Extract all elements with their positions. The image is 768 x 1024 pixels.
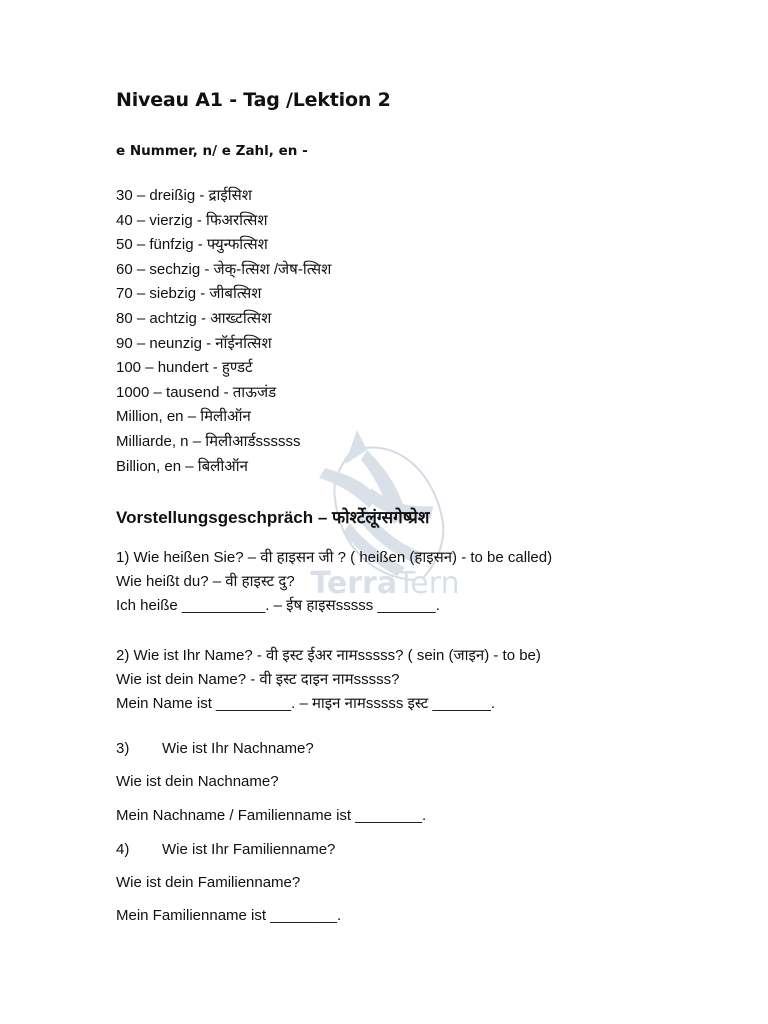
list-item: 50 – fünfzig - फ्युन्फत्सिश [116,236,268,254]
q4-line2: Wie ist dein Familienname? [116,874,301,891]
q2-line1: 2) Wie ist Ihr Name? - वी इस्ट ईअर नामsssss? ( sein (जाइन) - to be) [116,647,541,664]
list-item: 1000 – tausend - ताऊजंड [116,383,277,401]
q4-number: 4) [116,841,130,858]
page-title: Niveau A1 - Tag /Lektion 2 [116,89,391,111]
q4-line1 [116,840,335,860]
q1-line2: Wie heißt du? – वी हाइस्ट दु? [116,573,295,590]
q3-line2: Wie ist dein Nachname? [116,773,279,790]
q1-line3: Ich heiße __________. – ईष हाइसsssss _______. [116,597,440,614]
q3-line3: Mein Nachname / Familienname ist ________. [116,807,427,824]
list-item: 80 – achtzig - आख्टत्सिश [116,309,272,327]
q4-question: Wie ist Ihr Familienname? [162,841,336,858]
q3-number: 3) [116,740,130,757]
list-item: 90 – neunzig - नॉईनत्सिश [116,334,272,352]
q3-line1 [116,739,314,759]
watermark-text-light: Tern [397,566,460,601]
list-item: Milliarde, n – मिलीआर्डssssss [116,432,301,450]
list-item: 70 – siebzig - जीबत्सिश [116,285,262,303]
numbers-list [116,184,331,479]
list-item: Billion, en – बिलीऑन [116,457,248,475]
q1-line1: 1) Wie heißen Sie? – वी हाइसन जी ? ( heißen (हाइसन) - to be called) [116,549,553,566]
list-item: 30 – dreißig - द्राईसिश [116,187,252,204]
document-page [116,0,736,1024]
q2-line2: Wie ist dein Name? - वी इस्ट दाइन नामsssss? [116,671,400,688]
numbers-subtitle: e Nummer, n/ e Zahl, en - [116,143,308,159]
watermark-text-bold: Terra [310,566,398,601]
q2-line3: Mein Name ist _________. – माइन नामsssss इस्ट _______. [116,695,496,712]
list-item: Million, en – मिलीऑन [116,408,251,426]
list-item: 60 – sechzig - जेक्-त्सिश /जेष-त्सिश [116,260,332,278]
list-item: 100 – hundert - हुण्डर्ट [116,359,253,377]
q4-line3: Mein Familienname ist ________. [116,907,342,924]
list-item: 40 – vierzig - फिअरत्सिश [116,211,268,229]
q3-question: Wie ist Ihr Nachname? [162,740,314,757]
section-heading: Vorstellungsgeschpräch – फोर्श्टेलूंग्सगेष्प्रेश [116,508,430,527]
